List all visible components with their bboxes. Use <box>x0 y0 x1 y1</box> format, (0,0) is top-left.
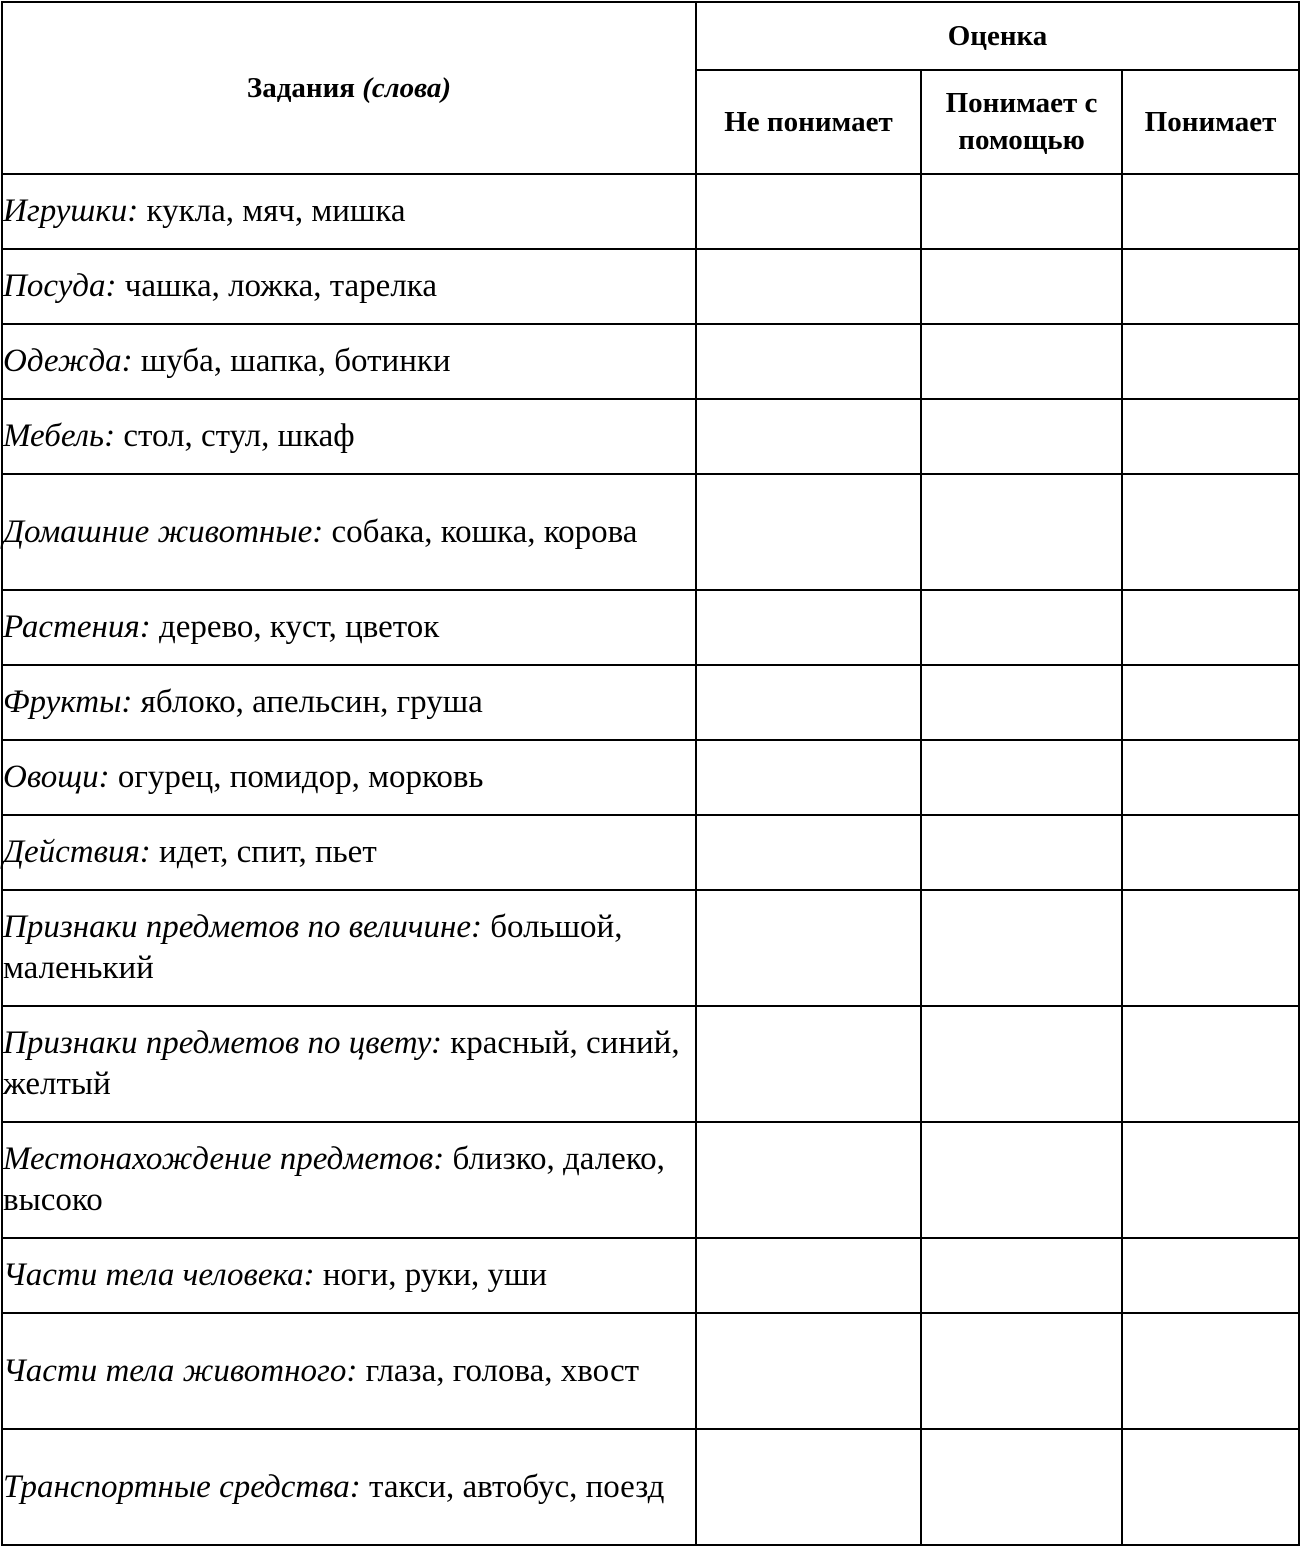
table-row <box>2 1122 1299 1238</box>
table-row <box>2 740 1299 815</box>
task-category: Фрукты: <box>3 684 133 720</box>
table-row <box>2 399 1299 474</box>
task-cell <box>2 815 696 890</box>
task-category: Одежда: <box>3 343 133 379</box>
table-row <box>2 249 1299 324</box>
score-cell-not-understand[interactable] <box>696 399 921 474</box>
task-words: собака, кошка, корова <box>323 513 638 550</box>
score-cell-with-help[interactable] <box>921 1122 1122 1238</box>
task-cell <box>2 665 696 740</box>
score-cell-with-help[interactable] <box>921 399 1122 474</box>
task-words: красный, синий, желтый <box>3 1025 680 1102</box>
task-category: Признаки предметов по цвету: <box>3 1025 442 1061</box>
task-cell <box>2 1238 696 1313</box>
score-cell-not-understand[interactable] <box>696 1122 921 1238</box>
task-category: Действия: <box>3 834 151 870</box>
score-cell-not-understand[interactable] <box>696 249 921 324</box>
score-cell-not-understand[interactable] <box>696 474 921 590</box>
table-row <box>2 474 1299 590</box>
task-words: глаза, голова, хвост <box>357 1352 640 1389</box>
score-cell-not-understand[interactable] <box>696 740 921 815</box>
score-cell-with-help[interactable] <box>921 174 1122 249</box>
score-cell-understand[interactable] <box>1122 890 1299 1006</box>
task-cell <box>2 474 696 590</box>
task-cell <box>2 1122 696 1238</box>
assessment-header: Оценка <box>696 2 1299 70</box>
assessment-table <box>1 1 1300 1546</box>
score-cell-not-understand[interactable] <box>696 590 921 665</box>
score-cell-not-understand[interactable] <box>696 815 921 890</box>
tasks-header <box>2 2 696 174</box>
task-words: ноги, руки, уши <box>314 1257 548 1293</box>
table-row <box>2 815 1299 890</box>
score-cell-with-help[interactable] <box>921 590 1122 665</box>
score-cell-with-help[interactable] <box>921 1313 1122 1429</box>
task-words: кукла, мяч, мишка <box>138 193 406 229</box>
score-cell-understand[interactable] <box>1122 815 1299 890</box>
score-cell-with-help[interactable] <box>921 324 1122 399</box>
task-category: Мебель: <box>3 418 116 454</box>
task-cell <box>2 249 696 324</box>
score-cell-with-help[interactable] <box>921 740 1122 815</box>
score-cell-with-help[interactable] <box>921 1238 1122 1313</box>
task-cell <box>2 590 696 665</box>
column-understand-with-help <box>921 70 1122 174</box>
task-words: близко, далеко, высоко <box>3 1141 665 1218</box>
score-cell-understand[interactable] <box>1122 740 1299 815</box>
score-cell-with-help[interactable] <box>921 1006 1122 1122</box>
score-cell-understand[interactable] <box>1122 1313 1299 1429</box>
score-cell-with-help[interactable] <box>921 1429 1122 1545</box>
task-category: Транспортные средства: <box>3 1468 361 1505</box>
task-cell <box>2 399 696 474</box>
task-words: яблоко, апельсин, груша <box>132 684 483 720</box>
task-words: шуба, шапка, ботинки <box>132 343 451 379</box>
table-row <box>2 1238 1299 1313</box>
score-cell-with-help[interactable] <box>921 474 1122 590</box>
task-category: Части тела человека: <box>3 1257 315 1293</box>
score-cell-not-understand[interactable] <box>696 1238 921 1313</box>
score-cell-with-help[interactable] <box>921 249 1122 324</box>
score-cell-not-understand[interactable] <box>696 1313 921 1429</box>
task-cell <box>2 324 696 399</box>
score-cell-understand[interactable] <box>1122 1122 1299 1238</box>
column-understand: Понимает <box>1122 70 1299 174</box>
task-category: Домашние животные: <box>3 513 324 550</box>
score-cell-understand[interactable] <box>1122 474 1299 590</box>
task-category: Признаки предметов по величине: <box>3 909 482 945</box>
header-row-1 <box>2 2 1299 70</box>
task-category: Части тела животного: <box>3 1352 358 1389</box>
score-cell-understand[interactable] <box>1122 1429 1299 1545</box>
task-words: идет, спит, пьет <box>150 834 377 870</box>
score-cell-understand[interactable] <box>1122 249 1299 324</box>
score-cell-with-help[interactable] <box>921 815 1122 890</box>
score-cell-not-understand[interactable] <box>696 665 921 740</box>
task-category: Посуда: <box>3 268 117 304</box>
score-cell-understand[interactable] <box>1122 324 1299 399</box>
table-row <box>2 890 1299 1006</box>
task-category: Растения: <box>3 609 151 645</box>
task-cell <box>2 740 696 815</box>
task-category: Игрушки: <box>3 193 139 229</box>
score-cell-with-help[interactable] <box>921 665 1122 740</box>
task-words: стол, стул, шкаф <box>115 418 355 454</box>
task-category: Местонахождение предметов: <box>3 1141 445 1177</box>
score-cell-understand[interactable] <box>1122 174 1299 249</box>
score-cell-not-understand[interactable] <box>696 324 921 399</box>
task-words: огурец, помидор, морковь <box>109 759 484 795</box>
score-cell-not-understand[interactable] <box>696 1006 921 1122</box>
task-cell <box>2 1006 696 1122</box>
table-row <box>2 1006 1299 1122</box>
score-cell-not-understand[interactable] <box>696 174 921 249</box>
column-understand-with-help-label: Понимает с помощью <box>945 87 1098 156</box>
task-words: дерево, куст, цветок <box>150 609 440 645</box>
table-row <box>2 665 1299 740</box>
score-cell-understand[interactable] <box>1122 1238 1299 1313</box>
task-cell <box>2 174 696 249</box>
column-not-understand: Не понимает <box>696 70 921 174</box>
score-cell-understand[interactable] <box>1122 590 1299 665</box>
table-row <box>2 590 1299 665</box>
table-row <box>2 1429 1299 1545</box>
tasks-header-label: Задания <box>246 71 355 104</box>
tasks-header-italic: (слова) <box>362 71 452 104</box>
task-cell <box>2 1429 696 1545</box>
table-row <box>2 324 1299 399</box>
task-words: такси, автобус, поезд <box>360 1468 665 1505</box>
task-words: чашка, ложка, тарелка <box>116 268 437 304</box>
score-cell-understand[interactable] <box>1122 1006 1299 1122</box>
score-cell-not-understand[interactable] <box>696 1429 921 1545</box>
task-cell <box>2 1313 696 1429</box>
table-row <box>2 174 1299 249</box>
table-row <box>2 1313 1299 1429</box>
score-cell-not-understand[interactable] <box>696 890 921 1006</box>
task-words: большой, маленький <box>3 909 623 986</box>
task-cell <box>2 890 696 1006</box>
task-category: Овощи: <box>3 759 110 795</box>
score-cell-understand[interactable] <box>1122 665 1299 740</box>
score-cell-understand[interactable] <box>1122 399 1299 474</box>
score-cell-with-help[interactable] <box>921 890 1122 1006</box>
